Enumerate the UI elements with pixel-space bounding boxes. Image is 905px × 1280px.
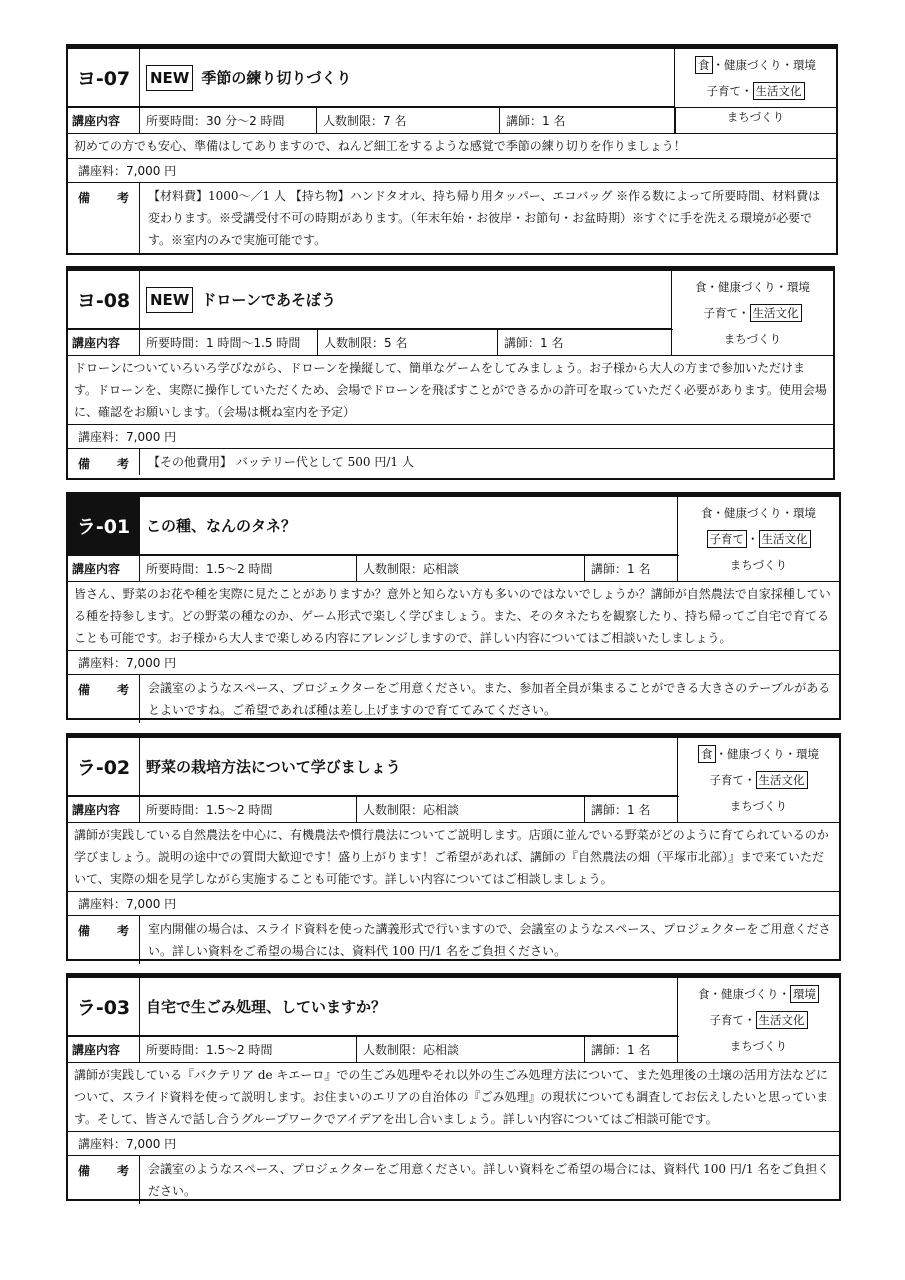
course-remarks-row [68,675,839,723]
course-meta-row [68,555,679,582]
course-code: ラ-02 [68,738,140,796]
course-card-yo07 [66,44,838,255]
course-card-ra01 [66,492,841,720]
course-fee: 講座料：7,000 円 [68,892,839,916]
remarks-text: 会議室のようなスペース、プロジェクターをご用意ください。詳しい資料をご希望の場合には、資料代 100 円/1 名をご負担ください。 [148,1162,830,1198]
course-remarks-row [68,183,836,253]
meta-teacher: 講師：1 名 [504,336,564,350]
meta-label: 講座内容 [68,1037,140,1062]
course-description: 講師が実践している自然農法を中心に、有機農法や慣行農法についてご説明します。店頭に並んでいる野菜がどのように育てられているのか学びましょう。説明の途中での質問大歓迎です！盛り上がります！ご希望があれば、講師の『自然農法の畑（平塚市北部）』まで来ていただいて、実際の畑を見学しながら実施することも可能です。詳しい内容についてはご相談しましょう。 [68,823,839,892]
category-food: 食 [698,745,716,763]
course-remarks-row [68,449,833,475]
course-code: ラ-01 [68,497,140,555]
course-code: ヨ-08 [68,271,140,329]
meta-teacher: 講師：1 名 [500,108,676,133]
category-food: 食 [695,56,713,74]
course-title: ドローンであそぼう [201,291,337,309]
category-community: まちづくり [726,110,785,124]
course-meta-row [68,796,679,823]
course-description: 講師が実践している『バクテリア de キエーロ』での生ごみ処理やそれ以外の生ごみ処理方法について、また処理後の土壌の活用方法などについて、スライド資料を使って説明します。お住まいのエリアの自治体の『ごみ処理』の現状についても調査してお伝えしたいと思っています。そして、皆さんで話し合うグループワークでアイデアを出し合いましょう。詳しい内容についてはご相談可能です。 [68,1063,839,1132]
meta-teacher: 講師：1 名 [591,562,651,576]
category-box [677,978,839,1063]
category-culture: 生活文化 [753,82,805,100]
new-badge: NEW [146,287,193,313]
course-title: 野菜の栽培方法について学びましょう [146,758,401,776]
meta-label: 講座内容 [68,330,140,355]
category-childcare: 子育て・ [703,306,750,320]
course-title-area [140,49,674,107]
remarks-text: 【その他費用】 バッテリー代として 500 円/1 人 [148,455,414,469]
course-code: ヨ-07 [68,49,140,107]
course-meta-row [68,329,673,356]
meta-time: 所要時間：1.5～2 時間 [140,556,357,581]
course-title-area [140,738,677,796]
remarks-text: 室内開催の場合は、スライド資料を使った講義形式で行いますので、会議室のようなスペース、プロジェクターをご用意ください。詳しい資料をご希望の場合には、資料代 100 円/1 名をご負担ください。 [148,922,831,958]
course-description: 初めての方でも安心、準備はしてありますので、ねんど細工をするような感覚で季節の練り切りを作りましょう！ [68,134,836,159]
course-title: この種、なんのタネ？ [146,517,297,535]
meta-people: 人数制限：5 名 [318,330,498,355]
category-box [671,271,833,356]
category-box [674,49,836,134]
course-fee: 講座料：7,000 円 [68,425,833,449]
category-culture: 生活文化 [756,1011,808,1029]
meta-people: 人数制限：応相談 [357,556,585,581]
meta-people: 人数制限：応相談 [357,1037,585,1062]
meta-label: 講座内容 [68,108,140,133]
category-childcare: 子育て・ [709,773,756,787]
remarks-label: 備 考 [68,183,140,253]
course-title-area [140,497,677,555]
course-fee: 講座料：7,000 円 [68,651,839,675]
remarks-label: 備 考 [68,449,140,475]
meta-time: 所要時間：30 分～2 時間 [140,108,317,133]
course-card-ra03 [66,973,841,1201]
remarks-label: 備 考 [68,675,140,723]
course-card-yo08 [66,266,835,480]
category-health-env: ・健康づくり・環境 [712,58,816,72]
course-code: ラ-03 [68,978,140,1036]
meta-teacher: 講師：1 名 [591,1043,651,1057]
category-childcare: 子育て・ [709,1013,756,1027]
meta-time: 所要時間：1 時間～1.5 時間 [140,330,318,355]
meta-teacher: 講師：1 名 [591,803,651,817]
meta-people: 人数制限：7 名 [317,108,500,133]
meta-label: 講座内容 [68,797,140,822]
category-health-env: ・健康づくり・環境 [715,747,819,761]
category-culture: 生活文化 [759,530,811,548]
new-badge: NEW [146,65,193,91]
category-community: まちづくり [723,332,782,346]
course-title: 自宅で生ごみ処理、していますか？ [146,998,387,1016]
category-box: 食・健康づくり・環境 子育て ・ 生活文化 まちづくり [677,497,839,582]
course-card-ra02 [66,733,841,961]
category-childcare: 子育て・ [706,84,753,98]
meta-people: 人数制限：応相談 [357,797,585,822]
meta-label: 講座内容 [68,556,140,581]
category-community: まちづくり [729,558,788,572]
category-env: 環境 [790,985,819,1003]
category-box [677,738,839,823]
category-culture: 生活文化 [750,304,802,322]
course-description: 皆さん、野菜のお花や種を実際に見たことがありますか？意外と知らない方も多いのではないでしょうか？講師が自然農法で自家採種している種を持参します。どの野菜の種なのか、ゲーム形式で楽しく学びましょう。また、そのタネたちを観察したり、持ち帰ってご自宅で育てることも可能です。お子様から大人まで楽しめる内容にアレンジしますので、詳しい内容についてはご相談いたしましょう。 [68,582,839,651]
category-culture: 生活文化 [756,771,808,789]
course-remarks-row [68,1156,839,1204]
remarks-label: 備 考 [68,1156,140,1204]
category-food-health-env: 食・健康づくり・環境 [701,506,816,520]
category-food-health: 食・健康づくり・ [698,987,790,1001]
course-title-area [140,978,677,1036]
course-meta-row [68,1036,679,1063]
category-community: まちづくり [729,799,788,813]
category-community: まちづくり [729,1039,788,1053]
category-childcare: 子育て [707,530,748,548]
meta-time: 所要時間：1.5～2 時間 [140,1037,357,1062]
remarks-text: 会議室のようなスペース、プロジェクターをご用意ください。また、参加者全員が集まることができる大きさのテーブルがあるとよいですね。ご希望であれば種は差し上げますので育ててみてください。 [148,681,831,717]
category-food-health-env: 食・健康づくり・環境 [695,280,810,294]
course-title: 季節の練り切りづくり [201,69,352,87]
course-fee: 講座料：7,000 円 [68,159,836,183]
course-title-area [140,271,671,329]
course-description: ドローンについていろいろ学びながら、ドローンを操縦して、簡単なゲームをしてみましょう。お子様から大人の方まで参加いただけます。ドローンを、実際に操作していただくため、会場でドローンを飛ばすことができるかの許可を取っていただく必要があります。使用会場に、確認をお願いします。（会場は概ね室内を予定） [68,356,833,425]
course-fee: 講座料：7,000 円 [68,1132,839,1156]
remarks-text: 【材料費】1000～／1 人 【持ち物】ハンドタオル、持ち帰り用タッパー、エコバッグ ※作る数によって所要時間、材料費は変わります。※受講受付不可の時期があります。（年末年始・お彼岸・お節句・お盆時期）※すぐに手を洗える環境が必要です。※室内のみで実施可能です。 [148,189,821,247]
meta-time: 所要時間：1.5～2 時間 [140,797,357,822]
course-remarks-row [68,916,839,964]
remarks-label: 備 考 [68,916,140,964]
